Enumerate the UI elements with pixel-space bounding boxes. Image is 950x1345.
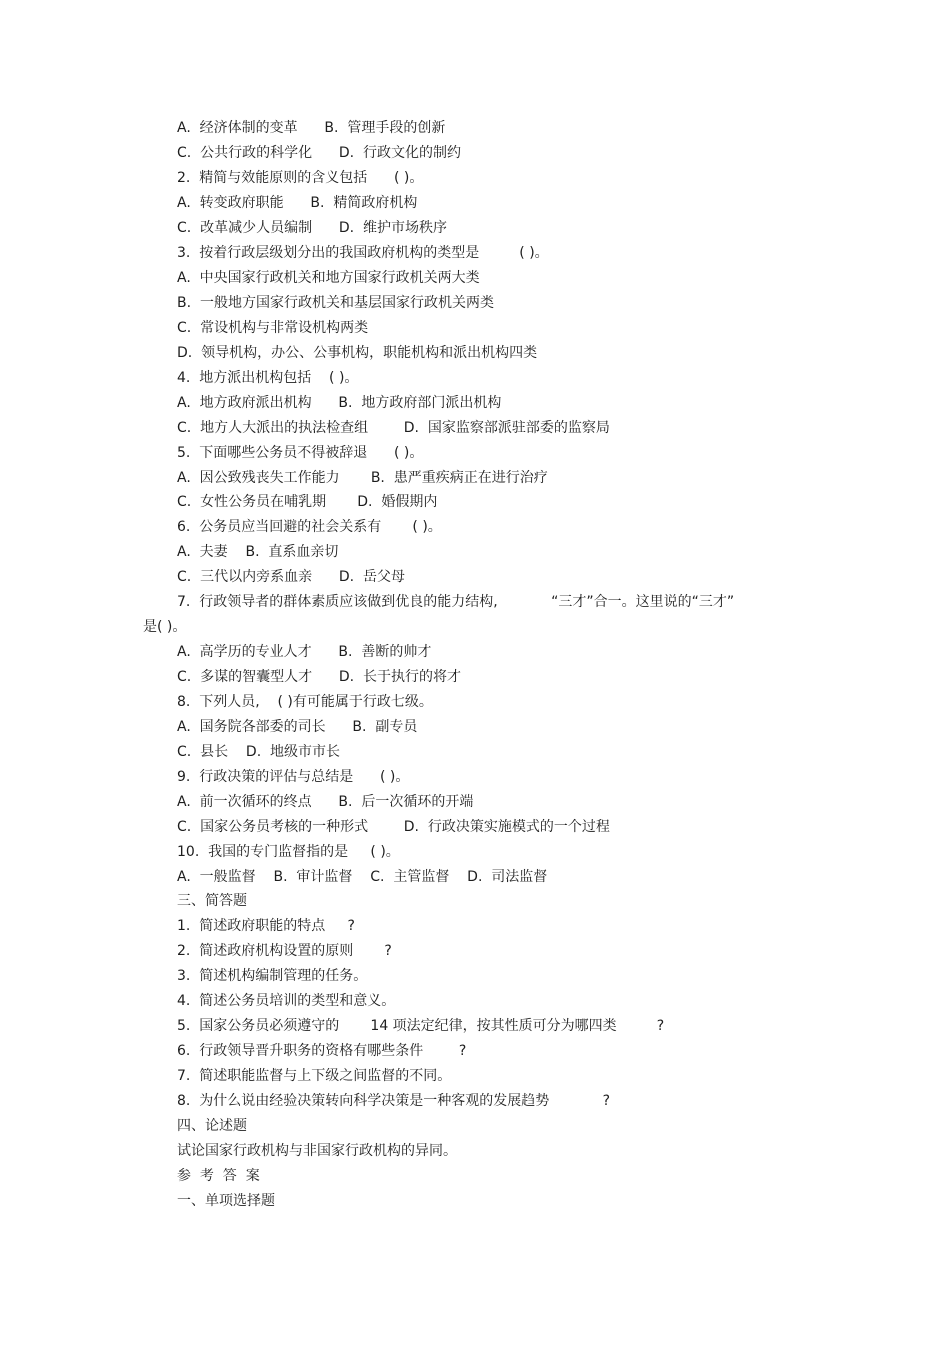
section-heading: 四、论述题 bbox=[177, 1118, 247, 1134]
question-line: 4. 简述公务员培训的类型和意义。 bbox=[177, 993, 396, 1009]
option-line: A. 前一次循环的终点 B. 后一次循环的开端 bbox=[177, 794, 474, 810]
question-line: 9. 行政决策的评估与总结是 ( )。 bbox=[177, 769, 410, 785]
section-heading: 一、单项选择题 bbox=[177, 1193, 275, 1209]
question-line: 7. 简述职能监督与上下级之间监督的不同。 bbox=[177, 1068, 452, 1084]
question-line: 8. 为什么说由经验决策转向科学决策是一种客观的发展趋势 ? bbox=[177, 1093, 611, 1109]
option-line: A. 因公致残丧失工作能力 B. 患严重疾病正在进行治疗 bbox=[177, 470, 548, 486]
question-line: 7. 行政领导者的群体素质应该做到优良的能力结构, “三才”合一。这里说的“三才” bbox=[177, 594, 735, 610]
question-line: 5. 国家公务员必须遵守的 14 项法定纪律，按其性质可分为哪四类 ? bbox=[177, 1018, 665, 1034]
option-line: C. 地方人大派出的执法检查组 D. 国家监察部派驻部委的监察局 bbox=[177, 420, 610, 436]
section-heading: 三、简答题 bbox=[177, 893, 247, 909]
question-line: 6. 行政领导晋升职务的资格有哪些条件 ? bbox=[177, 1043, 467, 1059]
option-line: C. 三代以内旁系血亲 D. 岳父母 bbox=[177, 569, 405, 585]
option-line: A. 转变政府职能 B. 精简政府机构 bbox=[177, 195, 418, 211]
question-line: 3. 简述机构编制管理的任务。 bbox=[177, 968, 368, 984]
option-line: A. 国务院各部委的司长 B. 副专员 bbox=[177, 719, 418, 735]
option-line: B. 一般地方国家行政机关和基层国家行政机关两类 bbox=[177, 295, 494, 311]
option-line: A. 夫妻 B. 直系血亲切 bbox=[177, 544, 339, 560]
option-line: C. 国家公务员考核的一种形式 D. 行政决策实施模式的一个过程 bbox=[177, 819, 610, 835]
question-continuation: 是( )。 bbox=[143, 619, 187, 635]
option-line: A. 地方政府派出机构 B. 地方政府部门派出机构 bbox=[177, 395, 502, 411]
question-line: 2. 简述政府机构设置的原则 ? bbox=[177, 943, 392, 959]
answers-heading: 参 考 答 案 bbox=[177, 1168, 260, 1184]
question-line: 10. 我国的专门监督指的是 ( )。 bbox=[177, 844, 400, 860]
question-line: 6. 公务员应当回避的社会关系有 ( )。 bbox=[177, 519, 442, 535]
question-line: 3. 按着行政层级划分出的我国政府机构的类型是 ( )。 bbox=[177, 245, 549, 261]
option-line: A. 经济体制的变革 B. 管理手段的创新 bbox=[177, 120, 446, 136]
question-line: 8. 下列人员, ( )有可能属于行政七级。 bbox=[177, 694, 433, 710]
option-line: D. 领导机构，办公、公事机构，职能机构和派出机构四类 bbox=[177, 345, 538, 361]
question-line: 2. 精简与效能原则的含义包括 ( )。 bbox=[177, 170, 424, 186]
option-line: A. 一般监督 B. 审计监督 C. 主管监督 D. 司法监督 bbox=[177, 869, 548, 885]
option-line: C. 改革减少人员编制 D. 维护市场秩序 bbox=[177, 220, 447, 236]
option-line: C. 多谋的智囊型人才 D. 长于执行的将才 bbox=[177, 669, 461, 685]
question-line: 1. 简述政府职能的特点 ? bbox=[177, 918, 355, 934]
question-line: 4. 地方派出机构包括 ( )。 bbox=[177, 370, 359, 386]
option-line: A. 中央国家行政机关和地方国家行政机关两大类 bbox=[177, 270, 480, 286]
option-line: C. 常设机构与非常设机构两类 bbox=[177, 320, 369, 336]
option-line: A. 高学历的专业人才 B. 善断的帅才 bbox=[177, 644, 432, 660]
question-line: 5. 下面哪些公务员不得被辞退 ( )。 bbox=[177, 445, 424, 461]
option-line: C. 县长 D. 地级市市长 bbox=[177, 744, 341, 760]
option-line: C. 公共行政的科学化 D. 行政文化的制约 bbox=[177, 145, 461, 161]
option-line: C. 女性公务员在哺乳期 D. 婚假期内 bbox=[177, 494, 438, 510]
question-line: 试论国家行政机构与非国家行政机构的异同。 bbox=[177, 1143, 457, 1159]
